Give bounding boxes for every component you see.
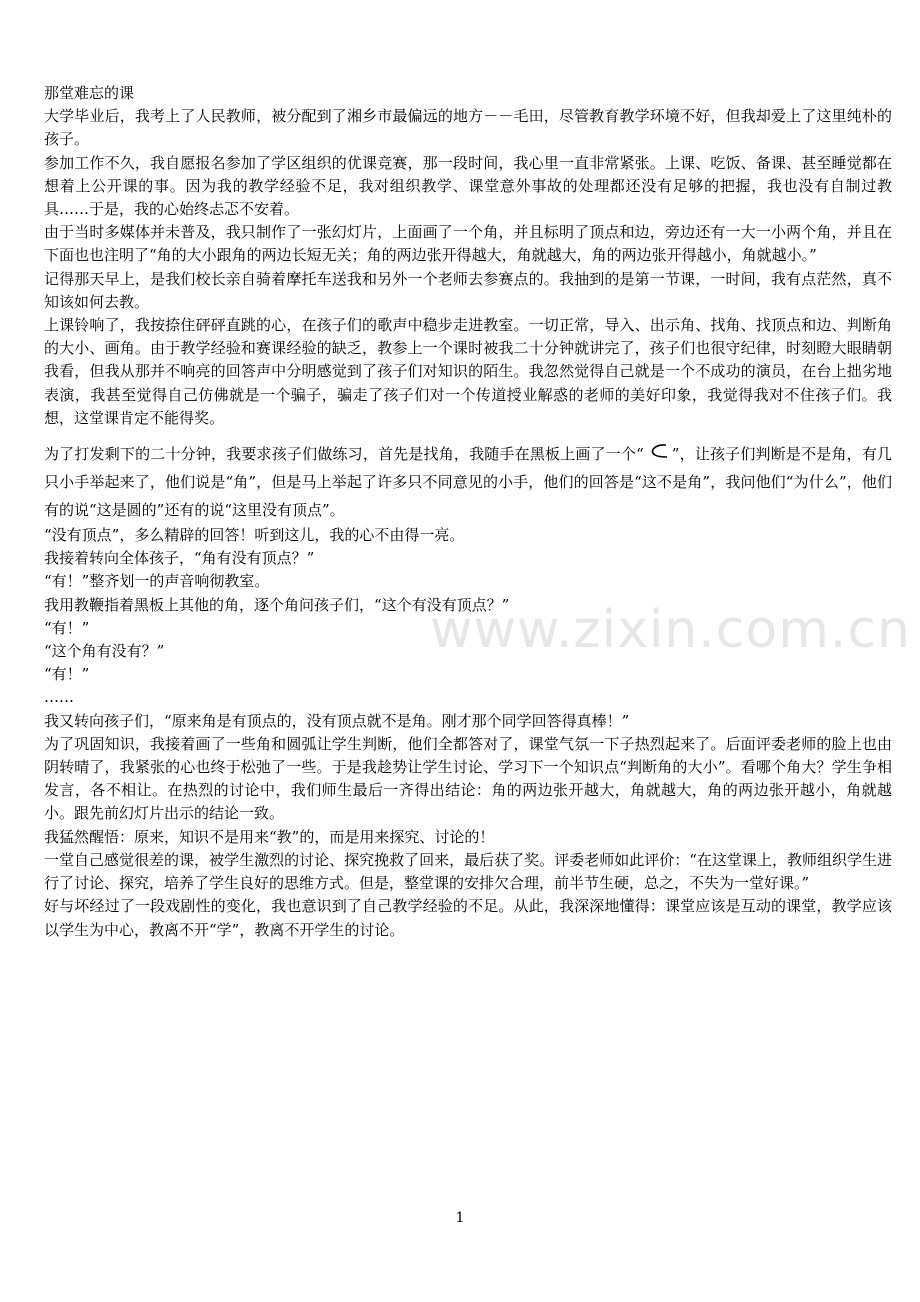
paragraph: “有！” xyxy=(44,618,90,637)
paragraph: 我接着转向全体孩子，“角有没有顶点？” xyxy=(44,549,315,568)
paragraph: 为了巩固知识，我接着画了一些角和圆弧让学生判断，他们全都答对了，课堂气氛一下子热烈起来了。后面评委老师的脸上也由阴转晴了，我紧张的心也终于松弛了一些。于是我趁势让学生讨论、学习下一个知识点“判断角的大小”。看哪个角大？学生争相发言，各不相让。在热烈的讨论中，我们师生最后一齐得出结论：角的两边张开越大，角就越大，角的两边张开越小，角就越小。跟先前幻灯片出示的结论一致。 xyxy=(44,734,892,823)
paragraph-text-after: ”，让孩子们判断是不是角，有几只小手举起来了，他们说是“角”，但是马上举起了许多只不同意见的小手，他们的回答是“这不是角”，我问他们“为什么”，他们有的说“这是圆的”还有的说“这里没有顶点”。 xyxy=(44,445,892,520)
paragraph: 大学毕业后，我考上了人民教师，被分配到了湘乡市最偏远的地方－－毛田，尽管教育教学环境不好，但我却爱上了这里纯朴的孩子。 xyxy=(44,107,892,149)
paragraph: 一堂自己感觉很差的课，被学生激烈的讨论、探究挽救了回来，最后获了奖。评委老师如此评价：“在这堂课上，教师组织学生进行了讨论、探究，培养了学生良好的思维方式。但是，整堂课的安排欠合理，前半节生硬，总之，不失为一堂好课。” xyxy=(44,850,892,893)
arc-icon xyxy=(646,442,670,460)
paragraph: 好与坏经过了一段戏剧性的变化，我也意识到了自己教学经验的不足。从此，我深深地懂得：课堂应该是互动的课堂，教学应该以学生为中心，教离不开“学”，教离不开学生的讨论。 xyxy=(44,897,892,939)
paragraph: 我又转向孩子们，“原来角是有顶点的，没有顶点就不是角。刚才那个同学回答得真棒！” xyxy=(44,711,630,730)
paragraph: 参加工作不久，我自愿报名参加了学区组织的优课竞赛，那一段时间，我心里一直非常紧张。上课、吃饭、备课、甚至睡觉都在想着上公开课的事。因为我的教学经验不足，我对组织教学、课堂意外事故的处理都还没有足够的把握，我也没有自制过教具……于是，我的心始终忐忑不安着。 xyxy=(44,153,892,219)
paragraph: “这个角有没有？” xyxy=(44,642,165,661)
ellipsis-line: …… xyxy=(44,688,74,707)
paragraph: 我猛然醒悟：原来，知识不是用来“教”的，而是用来探究、讨论的！ xyxy=(44,827,495,846)
watermark: www.zixin.com.cn xyxy=(430,600,911,660)
paragraph: “有！” xyxy=(44,665,90,684)
document-body xyxy=(44,82,892,942)
document-title: 那堂难忘的课 xyxy=(44,84,135,102)
paragraph-with-arc xyxy=(44,440,892,524)
page-number: 1 xyxy=(455,1210,465,1226)
paragraph: 我用教鞭指着黑板上其他的角，逐个角问孩子们，“这个有没有顶点？” xyxy=(44,595,510,614)
paragraph: 记得那天早上，是我们校长亲自骑着摩托车送我和另外一个老师去参赛点的。我抽到的是第一节课，一时间，我有点茫然，真不知该如何去教。 xyxy=(44,269,892,311)
paragraph-text-before: 为了打发剩下的二十分钟，我要求孩子们做练习，首先是找角，我随手在黑板上画了一个“ xyxy=(44,445,644,464)
paragraph: 由于当时多媒体并未普及，我只制作了一张幻灯片，上面画了一个角，并且标明了顶点和边，旁边还有一大一小两个角，并且在下面也也注明了“角的大小跟角的两边长短无关；角的两边张开得越大，角就越大，角的两边张开得越小，角就越小。” xyxy=(44,223,892,265)
paragraph: “没有顶点”，多么精辟的回答！听到这儿，我的心不由得一亮。 xyxy=(44,526,465,545)
paragraph: 上课铃响了，我按捺住砰砰直跳的心，在孩子们的歌声中稳步走进教室。一切正常，导入、出示角、找角、找顶点和边、判断角的大小、画角。由于教学经验和赛课经验的缺乏，教参上一个课时被我二十分钟就讲完了，孩子们也很守纪律，时刻瞪大眼睛朝我看，但我从那并不响亮的回答声中分明感觉到了孩子们对知识的陌生。我忽然觉得自己就是一个不成功的演员，在台上拙劣地表演，我甚至觉得自己仿佛就是一个骗子，骗走了孩子们对一个传道授业解惑的老师的美好印象，我觉得我对不住孩子们。我想，这堂课肯定不能得奖。 xyxy=(44,316,892,427)
paragraph: “有！”整齐划一的声音响彻教室。 xyxy=(44,572,270,591)
